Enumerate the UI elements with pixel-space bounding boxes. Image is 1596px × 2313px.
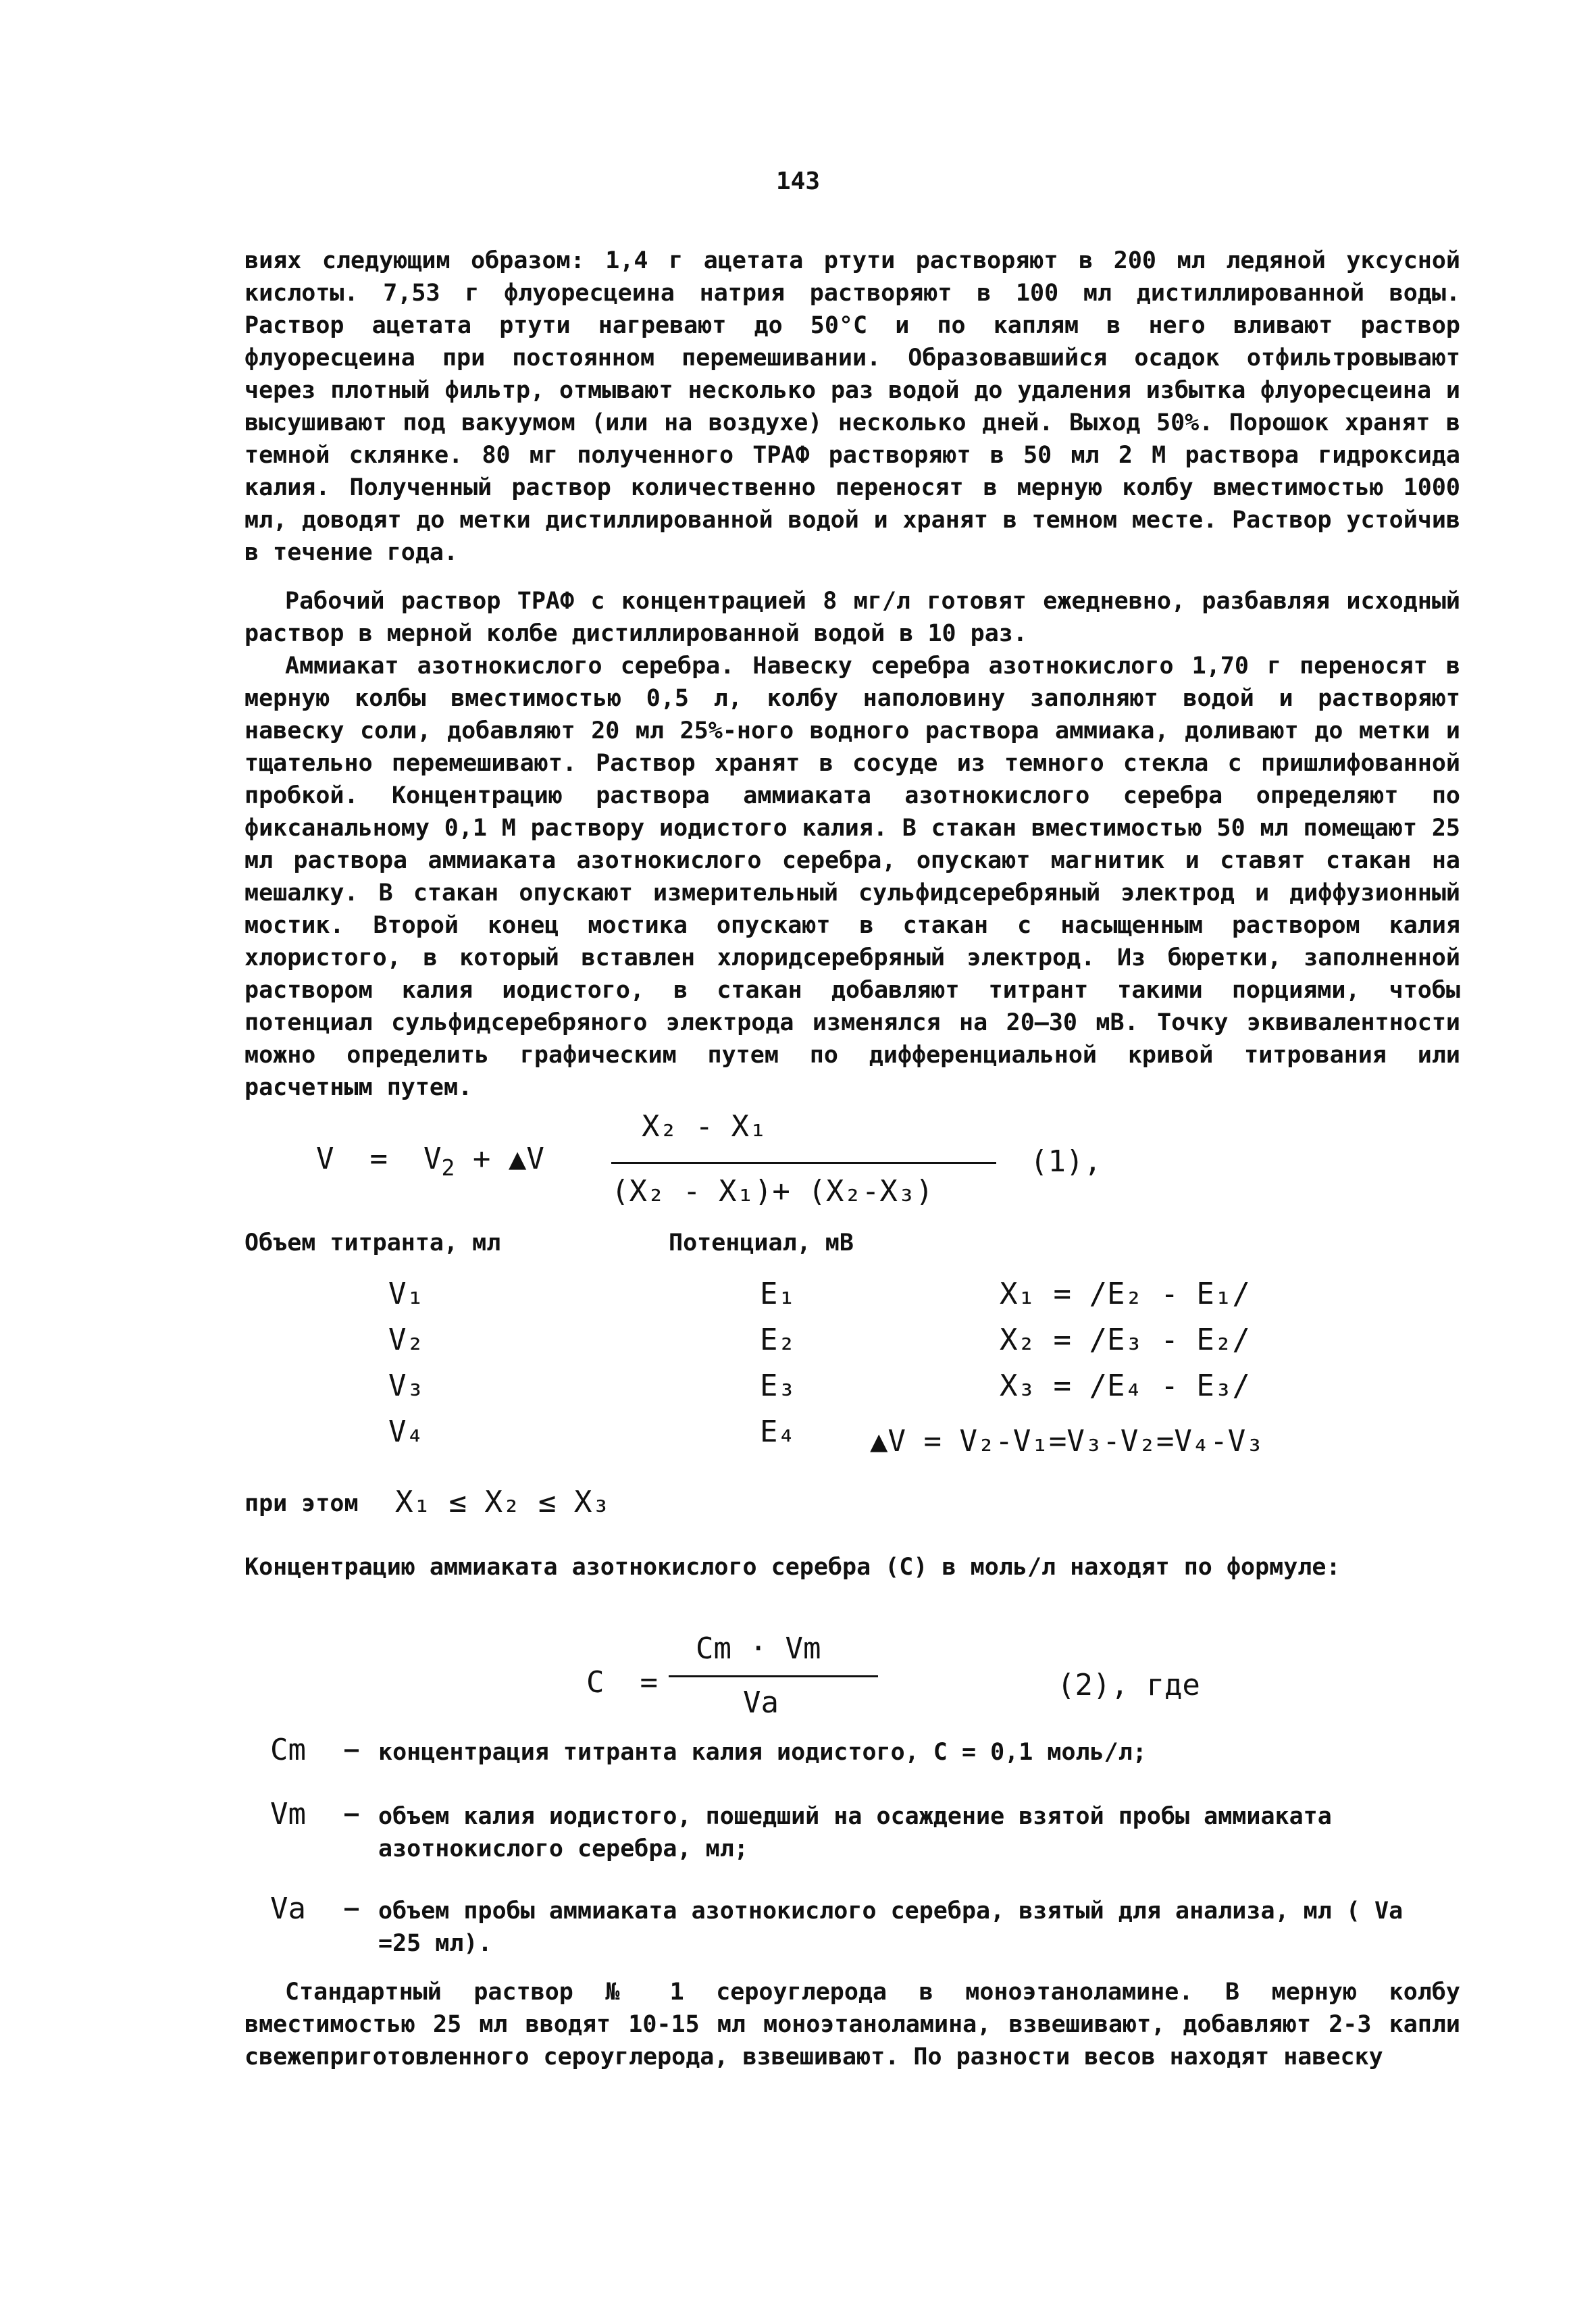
- relation-x1: X₁ = /E₂ - E₁/: [1000, 1277, 1250, 1311]
- paragraph-silver-ammine: Аммиакат азотнокислого серебра. Навеску серебра азотнокислого 1,70 г переносят в мерную колбы вместимостью 0,5 л, колбу наполовину заполняют водой и растворяют навеску соли, добавляют 20 мл 25%-ного водного раствора аммиака, доливают до метки и тщательно перемешивают. Раствор хранят в сосуде из темного стекла с пришлифованной пробкой. Концентрацию раствора аммиаката азотнокислого серебра определяют по фиксанальному 0,1 М раствору иодистого калия. В стакан вместимостью 50 мл помещают 25 мл раствора аммиаката азотнокислого серебра, опускают магнитик и ставят стакан на мешалку. В стакан опускают измерительный сульфидсеребряный электрод и диффузионный мостик. Второй конец мостика опускают в стакан с насыщенным раствором калия хлористого, в который вставлен хлоридсеребряный электрод. Из бюретки, заполненной раствором калия иодистого, в стакан добавляют титрант такими порциями, чтобы потенциал сульфидсеребряного электрода изменялся на 20–30 мВ. Точку эквивалентности можно определить графическим путем по дифференциальной кривой титрования или расчетным путем.: [244, 653, 1460, 1101]
- volume-v4: V₄: [388, 1415, 424, 1449]
- formula-2-tag: (2), где: [1057, 1668, 1200, 1702]
- formula-2-fraction-bar: [669, 1675, 878, 1677]
- formula-1-lhs: $V = V_2$ + ▲V: [316, 1142, 544, 1181]
- paragraph-carbon-disulfide: Стандартный раствор № 1 сероуглерода в моноэтаноламине. В мерную колбу вместимостью 25 мл вводят 10-15 мл моноэтаноламина, взвешивают, добавляют 2-3 капли свежеприготовленного сероуглерода, взвешивают. По разности весов находят навеску: [244, 1979, 1460, 2070]
- formula-1-denominator: (X₂ - X₁)+ (X₂-X₃): [611, 1174, 933, 1209]
- formula-1-tag: (1),: [1030, 1144, 1102, 1179]
- definition-vm-dash: –: [344, 1800, 359, 1827]
- header-volume: Объем титранта, мл: [244, 1229, 501, 1256]
- header-potential: Потенциал, мВ: [669, 1229, 854, 1256]
- concentration-sentence: Концентрацию аммиаката азотнокислого серебра (С) в моль/л находят по формуле:: [244, 1554, 1341, 1581]
- relation-delta-v: ▲V = V₂-V₁=V₃-V₂=V₄-V₃: [870, 1424, 1264, 1458]
- formula-2-denominator: Va: [743, 1685, 779, 1720]
- relation-x2: X₂ = /E₃ - E₂/: [1000, 1323, 1250, 1357]
- condition-inequality: X₁ ≤ X₂ ≤ X₃: [395, 1485, 610, 1519]
- definition-va-symbol: Va: [270, 1891, 306, 1926]
- formula-1-numerator: X₂ - X₁: [642, 1109, 767, 1144]
- relation-x3: X₃ = /E₄ - E₃/: [1000, 1369, 1250, 1403]
- definition-cm-dash: –: [344, 1736, 359, 1763]
- definition-cm-text: концентрация титранта калия иодистого, С = 0,1 моль/л;: [378, 1739, 1147, 1766]
- formula-2-numerator: Cm · Vm: [696, 1631, 821, 1666]
- paragraph-mercury-fluorescein: виях следующим образом: 1,4 г ацетата ртути растворяют в 200 мл ледяной уксусной кислоты. 7,53 г флуоресцеина натрия растворяют в 100 мл дистиллированной воды. Раствор ацетата ртути нагревают до 50°С и по каплям в него вливают раствор флуоресцеина при постоянном перемешивании. Образовавшийся осадок отфильтровывают через плотный фильтр, отмывают несколько раз водой до удаления избытка флуоресцеина и высушивают под вакуумом (или на воздухе) несколько дней. Выход 50%. Порошок хранят в темной склянке. 80 мг полученного ТРАФ растворяют в 50 мл 2 М раствора гидроксида калия. Полученный раствор количественно переносят в мерную колбу вместимостью 1000 мл, доводят до метки дистиллированной водой и хранят в темном месте. Раствор устойчив в течение года.: [244, 247, 1460, 566]
- definition-va-text: объем пробы аммиаката азотнокислого серебра, взятый для анализа, мл ( Va =25 мл).: [378, 1898, 1404, 1957]
- potential-e2: E₂: [760, 1323, 796, 1357]
- potential-e3: E₃: [760, 1369, 796, 1403]
- definition-vm-text: объем калия иодистого, пошедший на осаждение взятой пробы аммиаката азотнокислого серебра, мл;: [378, 1803, 1332, 1862]
- page-number: 143: [775, 168, 821, 195]
- volume-v3: V₃: [388, 1369, 424, 1403]
- definition-va-dash: –: [344, 1895, 359, 1922]
- potential-e4: E₄: [760, 1415, 796, 1449]
- definition-vm-symbol: Vm: [270, 1797, 306, 1831]
- definition-cm-symbol: Cm: [270, 1733, 306, 1767]
- formula-2-lhs: C =: [586, 1665, 658, 1700]
- potential-e1: E₁: [760, 1277, 796, 1311]
- formula-1-fraction-bar: [611, 1162, 996, 1164]
- volume-v1: V₁: [388, 1277, 424, 1311]
- volume-v2: V₂: [388, 1323, 424, 1357]
- paragraph-working-solution: Рабочий раствор ТРАФ с концентрацией 8 мг/л готовят ежедневно, разбавляя исходный раствор в мерной колбе дистиллированной водой в 10 раз.: [244, 588, 1460, 647]
- condition-label: при этом: [244, 1490, 359, 1517]
